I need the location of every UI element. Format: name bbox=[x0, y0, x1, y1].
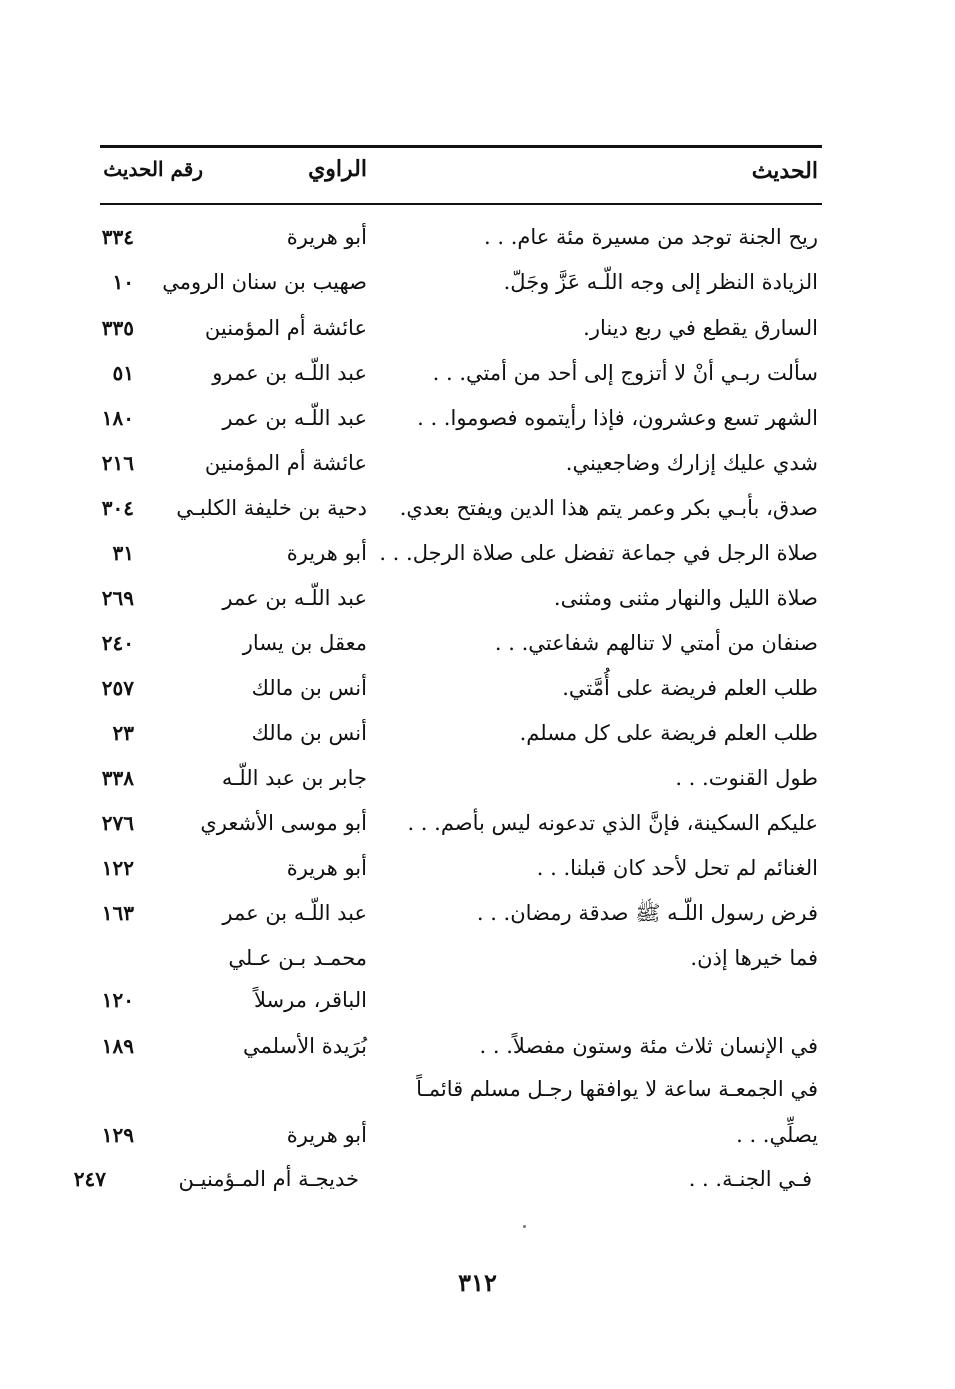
hadith-number: ٢٤٧ bbox=[73, 1167, 106, 1191]
narrator-name: دحية بن خليفة الكلبـي bbox=[176, 496, 367, 520]
narrator-name: أنس بن مالك bbox=[251, 676, 367, 700]
hadith-text: فرض رسول اللّـه ﷺ صدقة رمضان. . . bbox=[476, 901, 818, 925]
hadith-text: ريح الجنة توجد من مسيرة مئة عام. . . bbox=[484, 225, 818, 249]
hadith-text: الغنائم لم تحل لأحد كان قبلنا. . . bbox=[536, 856, 818, 880]
narrator-name: بُرَيدة الأسلمي bbox=[243, 1034, 367, 1058]
hadith-text: فـي الجنـة. . . bbox=[688, 1167, 812, 1191]
narrator-name: أبو هريرة bbox=[286, 856, 367, 880]
hadith-text: صلاة الرجل في جماعة تفضل على صلاة الرجل. . . bbox=[379, 541, 818, 565]
narrator-name: عائشة أم المؤمنين bbox=[204, 316, 367, 340]
hadith-number: ١٨٩ bbox=[101, 1034, 134, 1058]
hadith-number: ٣٣٤ bbox=[101, 225, 134, 249]
header-hadith: الحديث bbox=[751, 158, 818, 184]
narrator-name: صهيب بن سنان الرومي bbox=[162, 270, 367, 294]
hadith-text: طول القنوت. . . bbox=[675, 766, 818, 790]
narrator-name: أبو موسى الأشعري bbox=[200, 811, 367, 835]
narrator-name: عائشة أم المؤمنين bbox=[204, 451, 367, 475]
hadith-number: ٢١٦ bbox=[101, 451, 134, 475]
header-narrator: الراوي bbox=[308, 156, 367, 182]
hadith-number: ٣٠٤ bbox=[101, 496, 134, 520]
hadith-number: ٣٣٨ bbox=[101, 766, 134, 790]
hadith-text: الشهر تسع وعشرون، فإذا رأيتموه فصوموا. . . bbox=[417, 406, 818, 430]
narrator-name: أنس بن مالك bbox=[251, 721, 367, 745]
hadith-text: في الجمعـة ساعة لا يوافقها رجـل مسلم قائمـاً bbox=[416, 1077, 818, 1101]
narrator-name: معقل بن يسار bbox=[242, 631, 367, 655]
narrator-name: أبو هريرة bbox=[286, 1123, 367, 1147]
hadith-number: ١٦٣ bbox=[101, 901, 134, 925]
header-number: رقم الحديث bbox=[103, 157, 203, 181]
hadith-number: ٢٥٧ bbox=[101, 676, 134, 700]
hadith-number: ١٠ bbox=[112, 270, 134, 294]
hadith-text: في الإنسان ثلاث مئة وستون مفصلاً. . . bbox=[479, 1034, 818, 1058]
narrator-name: عبد اللّـه بن عمر bbox=[222, 901, 367, 925]
hadith-text: سألت ربـي أنْ لا أتزوج إلى أحد من أمتي. . . bbox=[432, 361, 818, 385]
narrator-name: أبو هريرة bbox=[286, 225, 367, 249]
hadith-number: ١٨٠ bbox=[101, 406, 134, 430]
hadith-number: ٣٣٥ bbox=[101, 316, 134, 340]
narrator-name: عبد اللّـه بن عمر bbox=[222, 586, 367, 610]
hadith-text: فما خيرها إذن. bbox=[690, 946, 818, 970]
hadith-text: صدق، بأبـي بكر وعمر يتم هذا الدين ويفتح بعدي. bbox=[399, 496, 818, 520]
hadith-text: طلب العلم فريضة على أُمَّتي. bbox=[562, 676, 818, 700]
hadith-text: طلب العلم فريضة على كل مسلم. bbox=[519, 721, 818, 745]
hadith-text: السارق يقطع في ربع دينار. bbox=[583, 316, 818, 340]
hadith-number: ٥١ bbox=[112, 361, 134, 385]
hadith-text: شدي عليك إزارك وضاجعيني. bbox=[565, 451, 818, 475]
narrator-name: أبو هريرة bbox=[286, 541, 367, 565]
hadith-number: ١٢٩ bbox=[101, 1123, 134, 1147]
hadith-text: الزيادة النظر إلى وجه اللّـه عَزَّ وجَلّ. bbox=[503, 270, 818, 294]
hadith-text: عليكم السكينة، فإنَّ الذي تدعونه ليس بأصم. . . bbox=[407, 811, 818, 835]
hadith-text: صلاة الليل والنهار مثنى ومثنى. bbox=[553, 586, 818, 610]
hadith-number: ٣١ bbox=[112, 541, 134, 565]
hadith-number: ٢٣ bbox=[112, 721, 134, 745]
narrator-name: عبد اللّـه بن عمر bbox=[222, 406, 367, 430]
top-rule bbox=[100, 145, 822, 148]
stray-dot bbox=[523, 1225, 526, 1228]
hadith-number: ١٢٢ bbox=[101, 856, 134, 880]
hadith-number: ٢٤٠ bbox=[101, 631, 134, 655]
narrator-name: محمـد بـن عـلي bbox=[228, 946, 367, 970]
narrator-name: خديجـة أم المـؤمنيـن bbox=[178, 1167, 359, 1191]
page-number: ٣١٢ bbox=[458, 1268, 497, 1297]
narrator-name: عبد اللّـه بن عمرو bbox=[212, 361, 367, 385]
narrator-name: الباقر، مرسلاً bbox=[253, 988, 367, 1012]
header-rule bbox=[100, 203, 822, 205]
hadith-number: ٢٦٩ bbox=[101, 586, 134, 610]
hadith-text: صنفان من أمتي لا تنالهم شفاعتي. . . bbox=[494, 631, 818, 655]
narrator-name: جابر بن عبد اللّـه bbox=[221, 766, 367, 790]
hadith-number: ٢٧٦ bbox=[101, 811, 134, 835]
hadith-text: يصلِّي. . . bbox=[736, 1123, 818, 1147]
hadith-number: ١٢٠ bbox=[101, 988, 134, 1012]
